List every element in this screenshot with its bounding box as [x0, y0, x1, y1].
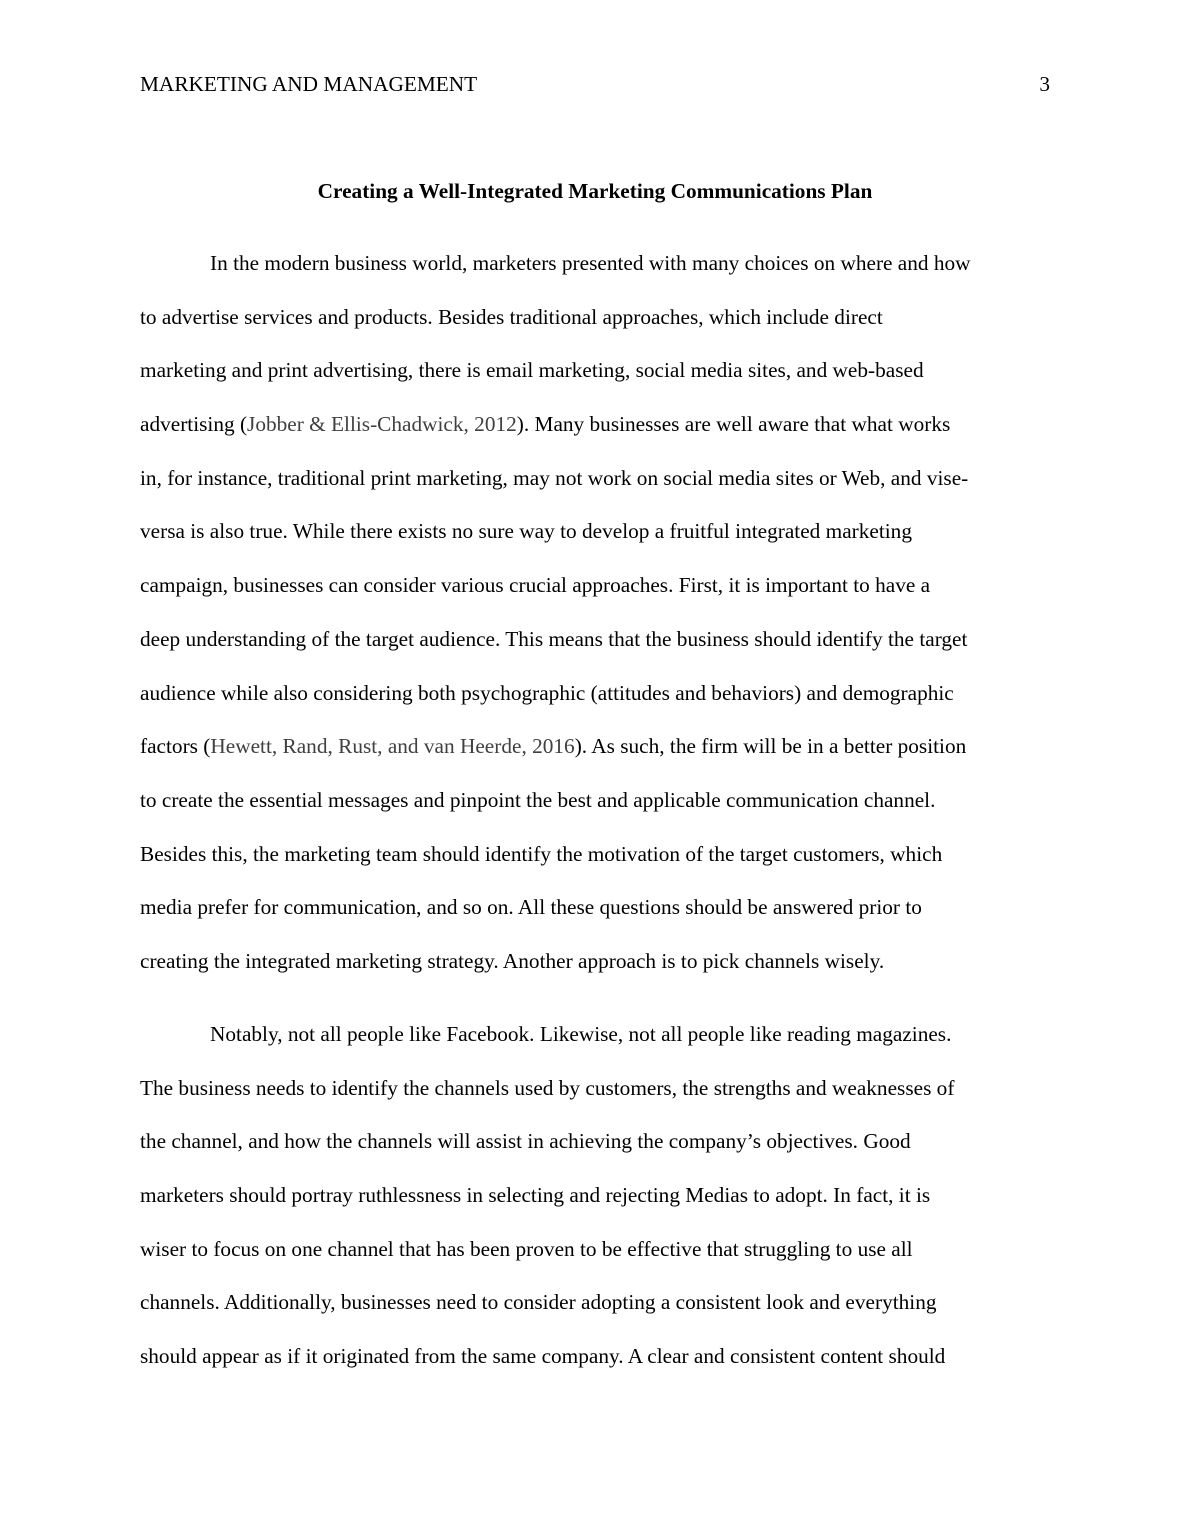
paragraph-line: marketing and print advertising, there is email marketing, social media sites, and web-based — [140, 358, 924, 383]
paragraph-line: audience while also considering both psychographic (attitudes and behaviors) and demographic — [140, 680, 954, 705]
paragraph-line: to create the essential messages and pinpoint the best and applicable communication channel. — [140, 787, 936, 812]
paragraph-line: Besides this, the marketing team should identify the motivation of the target customers, which — [140, 841, 943, 866]
paragraph-line: creating the integrated marketing strategy. Another approach is to pick channels wisely. — [140, 948, 885, 973]
paragraph-line: to advertise services and products. Besides traditional approaches, which include direct — [140, 304, 883, 329]
line-text: factors ( — [140, 734, 211, 759]
paragraph-line: versa is also true. While there exists no sure way to develop a fruitful integrated marketing — [140, 519, 912, 544]
paragraph-line: wiser to focus on one channel that has been proven to be effective that struggling to use all — [140, 1236, 913, 1261]
running-head: MARKETING AND MANAGEMENT — [140, 72, 478, 96]
paragraph-2 — [140, 1008, 1050, 1384]
paragraph-1 — [140, 237, 1050, 989]
paragraph-line: deep understanding of the target audience. This means that the business should identify the target — [140, 626, 968, 651]
line-text: ). As such, the firm will be in a better position — [574, 734, 967, 759]
paragraph-line: Notably, not all people like Facebook. Likewise, not all people like reading magazines. — [210, 1022, 952, 1046]
page-number: 3 — [1039, 72, 1050, 96]
paragraph-line: the channel, and how the channels will assist in achieving the company’s objectives. Good — [140, 1129, 911, 1154]
paragraph-line: channels. Additionally, businesses need to consider adopting a consistent look and everything — [140, 1290, 937, 1315]
paragraph-line: marketers should portray ruthlessness in selecting and rejecting Medias to adopt. In fact, it is — [140, 1183, 931, 1208]
paragraph-line: In the modern business world, marketers presented with many choices on where and how — [210, 251, 971, 275]
paragraph-line: The business needs to identify the channels used by customers, the strengths and weaknesses of — [140, 1075, 955, 1100]
paragraph-line: media prefer for communication, and so on. All these questions should be answered prior to — [140, 895, 922, 920]
citation: Hewett, Rand, Rust, and van Heerde, 2016 — [210, 734, 575, 759]
paragraph-line: in, for instance, traditional print marketing, may not work on social media sites or Web, and vise- — [140, 465, 969, 490]
line-text: advertising ( — [140, 412, 248, 437]
paragraph-line: should appear as if it originated from the same company. A clear and consistent content should — [140, 1344, 946, 1369]
citation: Jobber & Ellis-Chadwick, 2012 — [247, 412, 517, 437]
section-title: Creating a Well-Integrated Marketing Communications Plan — [317, 179, 873, 203]
paragraph-line: campaign, businesses can consider various crucial approaches. First, it is important to have a — [140, 573, 931, 598]
line-text: ). Many businesses are well aware that what works — [516, 412, 951, 437]
paragraph-line — [140, 398, 1050, 452]
paragraph-line — [140, 720, 1050, 774]
